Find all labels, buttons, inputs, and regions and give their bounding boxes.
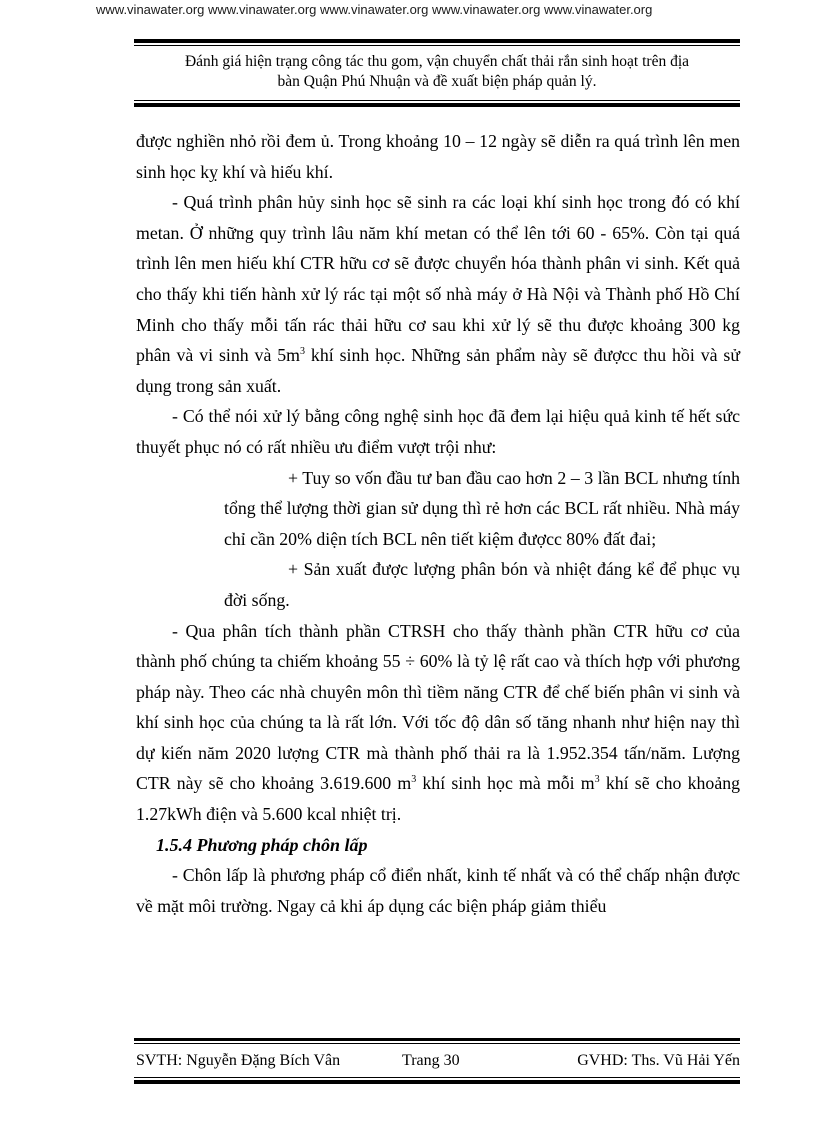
header-rule-bottom: [134, 103, 740, 107]
paragraph-advantages: - Có thể nói xử lý bằng công nghệ sinh học đã đem lại hiệu quả kinh tế hết sức thuyết phục nó có rất nhiều ưu điểm vượt trội như:: [136, 406, 740, 457]
footer-rule-top-thin: [134, 1043, 740, 1044]
header-title-line-2: bàn Quận Phú Nhuận và đề xuất biện pháp quản lý.: [277, 73, 597, 90]
header-rule-top-thin: [134, 45, 740, 46]
header-title-line-1: Đánh giá hiện trạng công tác thu gom, vận chuyển chất thải rắn sinh hoạt trên địa: [184, 53, 690, 70]
paragraph-biogas: [136, 187, 740, 401]
footer-rule-bottom: [134, 1080, 740, 1084]
footer-rule-top: [134, 1038, 740, 1041]
superscript: 3: [411, 774, 417, 786]
watermark-url: www.vinawater.org www.vinawater.org www.vinawater.org www.vinawater.org www.vinawater.org: [96, 2, 653, 17]
section-heading: 1.5.4 Phương pháp chôn lấp: [156, 834, 368, 855]
paragraph-analysis-text-a: - Qua phân tích thành phần CTRSH cho thấy thành phần CTR hữu cơ của thành phố chúng ta chiếm khoảng 55 ÷ 60% là tỷ lệ rất cao và thích hợp với phương pháp này. Theo các nhà chuyên môn thì tiềm năng CTR để chế biến phân vi sinh và khí sinh học của chúng ta là rất lớn. Với tốc độ dân số tăng nhanh như hiện nay thì dự kiến năm 2020 lượng CTR mà thành phố thải ra là 1.952.354 tấn/năm. Lượng CTR này sẽ cho khoảng 3.619.600 m: [136, 620, 740, 794]
bullet-item-cost: + Tuy so vốn đầu tư ban đầu cao hơn 2 – 3 lần BCL nhưng tính tổng thể lượng thời gian sử dụng thì rẻ hơn các BCL rất nhiều. Nhà máy chỉ cần 20% diện tích BCL nên tiết kiệm đượcc 80% đất đai;: [224, 467, 740, 549]
bullet-item-fertilizer: + Sản xuất được lượng phân bón và nhiệt đáng kể để phục vụ đời sống.: [224, 559, 740, 610]
superscript: 3: [594, 774, 600, 786]
running-header: [134, 52, 740, 92]
paragraph-analysis-text-b: khí sinh học mà mỗi m: [416, 773, 595, 794]
paragraph-biogas-text-a: - Quá trình phân hủy sinh học sẽ sinh ra các loại khí sinh học trong đó có khí metan. Ở những quy trình lâu năm khí metan có thể lên tới 60 - 65%. Còn tại quá trình lên men hiếu khí CTR hữu cơ sẽ được chuyển hóa thành phân vi sinh. Kết quả cho thấy khi tiến hành xử lý rác tại một số nhà máy ở Hà Nội và Thành phố Hồ Chí Minh cho thấy mỗi tấn rác thải hữu cơ sau khi xử lý sẽ thu được khoảng 300 kg phân và vi sinh và 5m: [136, 192, 740, 366]
paragraph-analysis: [136, 616, 740, 830]
paragraph-biogas-text-b: khí sinh học. Những sản phẩm này sẽ đượcc thu hồi và sử dụng trong sản xuất.: [136, 345, 740, 396]
paragraph-landfill: - Chôn lấp là phương pháp cổ điển nhất, kinh tế nhất và có thể chấp nhận được về mặt môi trường. Ngay cả khi áp dụng các biện pháp giảm thiểu: [136, 865, 740, 916]
footer-page-number: Trang 30: [402, 1052, 460, 1069]
footer-rule-bottom-thin: [134, 1077, 740, 1078]
page-footer: [136, 1052, 740, 1070]
header-rule-bottom-thin: [134, 100, 740, 101]
header-rule-top: [134, 39, 740, 43]
page-body: [136, 126, 740, 921]
superscript: 3: [300, 346, 305, 358]
paragraph-continuation: được nghiền nhỏ rồi đem ủ. Trong khoảng 10 – 12 ngày sẽ diễn ra quá trình lên men sinh học kỵ khí và hiếu khí.: [136, 131, 740, 182]
footer-author: SVTH: Nguyễn Đặng Bích Vân: [136, 1052, 341, 1069]
footer-advisor: GVHD: Ths. Vũ Hải Yến: [577, 1052, 740, 1069]
paragraph-analysis-text-c: khí sẽ cho khoảng 1.27kWh điện và 5.600 kcal nhiệt trị.: [136, 773, 740, 825]
